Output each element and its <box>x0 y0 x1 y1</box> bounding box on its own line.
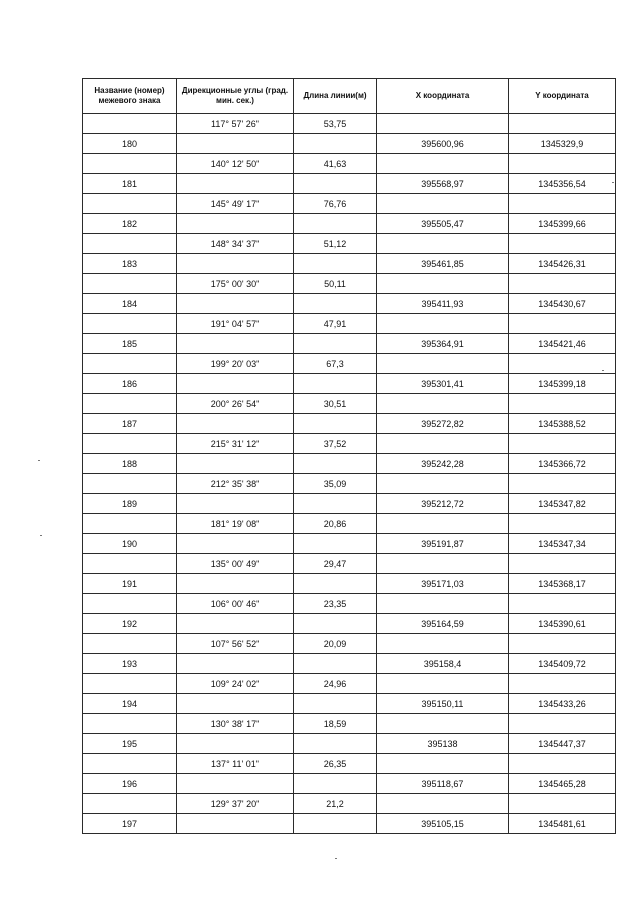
point-row <box>83 774 616 794</box>
direction-angle-cell-empty <box>177 814 294 834</box>
line-length-cell: 51,12 <box>294 234 377 254</box>
direction-angle-cell-empty <box>177 614 294 634</box>
direction-angle-cell: 106° 00' 46" <box>177 594 294 614</box>
direction-angle-cell-empty <box>177 574 294 594</box>
point-name-cell-empty <box>83 794 177 814</box>
line-length-cell-empty <box>294 534 377 554</box>
x-coordinate-cell: 395505,47 <box>377 214 509 234</box>
line-length-cell: 53,75 <box>294 114 377 134</box>
x-coordinate-cell-empty <box>377 234 509 254</box>
point-row <box>83 614 616 634</box>
x-coordinate-cell-empty <box>377 314 509 334</box>
x-coordinate-cell-empty <box>377 274 509 294</box>
point-row <box>83 534 616 554</box>
x-coordinate-cell: 395301,41 <box>377 374 509 394</box>
point-name-cell: 182 <box>83 214 177 234</box>
line-length-cell: 20,09 <box>294 634 377 654</box>
direction-angle-cell: 137° 11' 01" <box>177 754 294 774</box>
y-coordinate-cell-empty <box>509 274 616 294</box>
header-point-name: Название (номер) межевого знака <box>83 79 177 114</box>
direction-angle-cell: 212° 35' 38" <box>177 474 294 494</box>
direction-angle-cell: 135° 00' 49" <box>177 554 294 574</box>
y-coordinate-cell-empty <box>509 394 616 414</box>
y-coordinate-cell-empty <box>509 554 616 574</box>
direction-angle-cell: 130° 38' 17" <box>177 714 294 734</box>
segment-row <box>83 314 616 334</box>
y-coordinate-cell-empty <box>509 154 616 174</box>
line-length-cell-empty <box>294 214 377 234</box>
point-row <box>83 294 616 314</box>
direction-angle-cell: 215° 31' 12" <box>177 434 294 454</box>
x-coordinate-cell-empty <box>377 794 509 814</box>
y-coordinate-cell: 1345426,31 <box>509 254 616 274</box>
line-length-cell-empty <box>294 134 377 154</box>
line-length-cell-empty <box>294 414 377 434</box>
y-coordinate-cell: 1345366,72 <box>509 454 616 474</box>
direction-angle-cell-empty <box>177 774 294 794</box>
direction-angle-cell-empty <box>177 694 294 714</box>
line-length-cell-empty <box>294 814 377 834</box>
line-length-cell: 26,35 <box>294 754 377 774</box>
direction-angle-cell: 199° 20' 03" <box>177 354 294 374</box>
point-row <box>83 494 616 514</box>
x-coordinate-cell: 395600,96 <box>377 134 509 154</box>
y-coordinate-cell-empty <box>509 714 616 734</box>
direction-angle-cell-empty <box>177 294 294 314</box>
point-name-cell: 192 <box>83 614 177 634</box>
table-header <box>83 79 616 114</box>
line-length-cell: 20,86 <box>294 514 377 534</box>
line-length-cell-empty <box>294 334 377 354</box>
y-coordinate-cell: 1345409,72 <box>509 654 616 674</box>
line-length-cell: 41,63 <box>294 154 377 174</box>
line-length-cell: 50,11 <box>294 274 377 294</box>
y-coordinate-cell: 1345347,34 <box>509 534 616 554</box>
table-body <box>83 114 616 834</box>
point-row <box>83 814 616 834</box>
header-row <box>83 79 616 114</box>
point-name-cell: 183 <box>83 254 177 274</box>
point-row <box>83 414 616 434</box>
segment-row <box>83 554 616 574</box>
header-line-length: Длина линии(м) <box>294 79 377 114</box>
x-coordinate-cell-empty <box>377 754 509 774</box>
line-length-cell: 18,59 <box>294 714 377 734</box>
point-name-cell: 181 <box>83 174 177 194</box>
point-name-cell-empty <box>83 114 177 134</box>
line-length-cell: 30,51 <box>294 394 377 414</box>
x-coordinate-cell: 395364,91 <box>377 334 509 354</box>
x-coordinate-cell: 395158,4 <box>377 654 509 674</box>
line-length-cell: 21,2 <box>294 794 377 814</box>
point-name-cell-empty <box>83 434 177 454</box>
y-coordinate-cell-empty <box>509 594 616 614</box>
x-coordinate-cell: 395242,28 <box>377 454 509 474</box>
y-coordinate-cell-empty <box>509 434 616 454</box>
x-coordinate-cell: 395171,03 <box>377 574 509 594</box>
segment-row <box>83 194 616 214</box>
point-name-cell: 187 <box>83 414 177 434</box>
direction-angle-cell: 107° 56' 52" <box>177 634 294 654</box>
y-coordinate-cell: 1345430,67 <box>509 294 616 314</box>
x-coordinate-cell: 395138 <box>377 734 509 754</box>
point-name-cell-empty <box>83 594 177 614</box>
line-length-cell: 67,3 <box>294 354 377 374</box>
direction-angle-cell: 191° 04' 57" <box>177 314 294 334</box>
line-length-cell-empty <box>294 574 377 594</box>
y-coordinate-cell-empty <box>509 114 616 134</box>
x-coordinate-cell: 395411,93 <box>377 294 509 314</box>
direction-angle-cell-empty <box>177 374 294 394</box>
segment-row <box>83 274 616 294</box>
line-length-cell: 37,52 <box>294 434 377 454</box>
line-length-cell: 47,91 <box>294 314 377 334</box>
direction-angle-cell-empty <box>177 654 294 674</box>
boundary-points-table <box>82 78 616 834</box>
point-name-cell: 197 <box>83 814 177 834</box>
segment-row <box>83 634 616 654</box>
header-x-coordinate: X координата <box>377 79 509 114</box>
x-coordinate-cell-empty <box>377 514 509 534</box>
segment-row <box>83 154 616 174</box>
scan-speck <box>38 460 40 461</box>
point-row <box>83 214 616 234</box>
direction-angle-cell: 129° 37' 20" <box>177 794 294 814</box>
point-row <box>83 654 616 674</box>
point-name-cell: 185 <box>83 334 177 354</box>
point-name-cell-empty <box>83 314 177 334</box>
direction-angle-cell: 175° 00' 30" <box>177 274 294 294</box>
direction-angle-cell-empty <box>177 214 294 234</box>
point-row <box>83 734 616 754</box>
y-coordinate-cell: 1345433,26 <box>509 694 616 714</box>
segment-row <box>83 394 616 414</box>
point-row <box>83 134 616 154</box>
point-row <box>83 454 616 474</box>
direction-angle-cell-empty <box>177 254 294 274</box>
point-name-cell-empty <box>83 634 177 654</box>
x-coordinate-cell: 395272,82 <box>377 414 509 434</box>
y-coordinate-cell: 1345356,54 <box>509 174 616 194</box>
x-coordinate-cell-empty <box>377 714 509 734</box>
segment-row <box>83 474 616 494</box>
x-coordinate-cell: 395118,67 <box>377 774 509 794</box>
x-coordinate-cell-empty <box>377 434 509 454</box>
y-coordinate-cell-empty <box>509 514 616 534</box>
direction-angle-cell-empty <box>177 454 294 474</box>
direction-angle-cell-empty <box>177 414 294 434</box>
line-length-cell-empty <box>294 174 377 194</box>
y-coordinate-cell: 1345388,52 <box>509 414 616 434</box>
y-coordinate-cell-empty <box>509 314 616 334</box>
y-coordinate-cell-empty <box>509 234 616 254</box>
point-name-cell: 186 <box>83 374 177 394</box>
point-name-cell-empty <box>83 354 177 374</box>
point-name-cell: 189 <box>83 494 177 514</box>
segment-row <box>83 794 616 814</box>
segment-row <box>83 354 616 374</box>
x-coordinate-cell-empty <box>377 394 509 414</box>
point-name-cell-empty <box>83 154 177 174</box>
point-name-cell-empty <box>83 474 177 494</box>
point-row <box>83 254 616 274</box>
x-coordinate-cell: 395212,72 <box>377 494 509 514</box>
y-coordinate-cell-empty <box>509 474 616 494</box>
line-length-cell-empty <box>294 294 377 314</box>
direction-angle-cell-empty <box>177 134 294 154</box>
line-length-cell-empty <box>294 494 377 514</box>
direction-angle-cell: 200° 26' 54" <box>177 394 294 414</box>
x-coordinate-cell-empty <box>377 154 509 174</box>
x-coordinate-cell: 395461,85 <box>377 254 509 274</box>
direction-angle-cell: 117° 57' 26" <box>177 114 294 134</box>
direction-angle-cell-empty <box>177 174 294 194</box>
point-name-cell-empty <box>83 674 177 694</box>
line-length-cell: 24,96 <box>294 674 377 694</box>
y-coordinate-cell: 1345347,82 <box>509 494 616 514</box>
line-length-cell-empty <box>294 654 377 674</box>
y-coordinate-cell-empty <box>509 354 616 374</box>
direction-angle-cell-empty <box>177 334 294 354</box>
y-coordinate-cell: 1345399,66 <box>509 214 616 234</box>
point-name-cell: 180 <box>83 134 177 154</box>
segment-row <box>83 674 616 694</box>
y-coordinate-cell-empty <box>509 194 616 214</box>
point-name-cell-empty <box>83 514 177 534</box>
direction-angle-cell-empty <box>177 494 294 514</box>
x-coordinate-cell-empty <box>377 634 509 654</box>
header-y-coordinate: Y координата <box>509 79 616 114</box>
y-coordinate-cell: 1345390,61 <box>509 614 616 634</box>
x-coordinate-cell: 395150,11 <box>377 694 509 714</box>
point-name-cell-empty <box>83 194 177 214</box>
line-length-cell: 23,35 <box>294 594 377 614</box>
point-name-cell: 193 <box>83 654 177 674</box>
x-coordinate-cell-empty <box>377 194 509 214</box>
line-length-cell-empty <box>294 694 377 714</box>
y-coordinate-cell-empty <box>509 634 616 654</box>
direction-angle-cell: 145° 49' 17" <box>177 194 294 214</box>
x-coordinate-cell-empty <box>377 674 509 694</box>
line-length-cell: 35,09 <box>294 474 377 494</box>
line-length-cell-empty <box>294 254 377 274</box>
point-row <box>83 174 616 194</box>
direction-angle-cell: 140° 12' 50" <box>177 154 294 174</box>
line-length-cell: 76,76 <box>294 194 377 214</box>
direction-angle-cell: 109° 24' 02" <box>177 674 294 694</box>
y-coordinate-cell: 1345421,46 <box>509 334 616 354</box>
line-length-cell-empty <box>294 454 377 474</box>
y-coordinate-cell: 1345329,9 <box>509 134 616 154</box>
y-coordinate-cell: 1345447,37 <box>509 734 616 754</box>
scan-speck <box>335 858 337 859</box>
point-name-cell-empty <box>83 714 177 734</box>
point-row <box>83 334 616 354</box>
x-coordinate-cell-empty <box>377 554 509 574</box>
point-name-cell: 194 <box>83 694 177 714</box>
y-coordinate-cell: 1345465,28 <box>509 774 616 794</box>
line-length-cell-empty <box>294 774 377 794</box>
point-name-cell-empty <box>83 394 177 414</box>
point-row <box>83 694 616 714</box>
segment-row <box>83 434 616 454</box>
header-direction-angle: Дирекционные углы (град. мин. сек.) <box>177 79 294 114</box>
point-row <box>83 574 616 594</box>
point-name-cell-empty <box>83 554 177 574</box>
direction-angle-cell: 181° 19' 08" <box>177 514 294 534</box>
x-coordinate-cell-empty <box>377 594 509 614</box>
line-length-cell-empty <box>294 734 377 754</box>
point-name-cell: 191 <box>83 574 177 594</box>
point-name-cell: 196 <box>83 774 177 794</box>
point-name-cell: 188 <box>83 454 177 474</box>
point-name-cell: 184 <box>83 294 177 314</box>
y-coordinate-cell-empty <box>509 674 616 694</box>
x-coordinate-cell-empty <box>377 114 509 134</box>
segment-row <box>83 234 616 254</box>
scan-speck <box>602 370 604 371</box>
direction-angle-cell-empty <box>177 734 294 754</box>
scan-speck <box>40 535 42 536</box>
direction-angle-cell-empty <box>177 534 294 554</box>
x-coordinate-cell-empty <box>377 474 509 494</box>
direction-angle-cell: 148° 34' 37" <box>177 234 294 254</box>
point-row <box>83 374 616 394</box>
y-coordinate-cell: 1345399,18 <box>509 374 616 394</box>
point-name-cell-empty <box>83 234 177 254</box>
x-coordinate-cell: 395568,97 <box>377 174 509 194</box>
point-name-cell: 195 <box>83 734 177 754</box>
segment-row <box>83 714 616 734</box>
segment-row <box>83 514 616 534</box>
line-length-cell: 29,47 <box>294 554 377 574</box>
point-name-cell-empty <box>83 274 177 294</box>
line-length-cell-empty <box>294 614 377 634</box>
line-length-cell-empty <box>294 374 377 394</box>
point-name-cell-empty <box>83 754 177 774</box>
x-coordinate-cell-empty <box>377 354 509 374</box>
point-name-cell: 190 <box>83 534 177 554</box>
x-coordinate-cell: 395191,87 <box>377 534 509 554</box>
x-coordinate-cell: 395105,15 <box>377 814 509 834</box>
y-coordinate-cell-empty <box>509 794 616 814</box>
segment-row <box>83 594 616 614</box>
y-coordinate-cell: 1345481,61 <box>509 814 616 834</box>
y-coordinate-cell: 1345368,17 <box>509 574 616 594</box>
x-coordinate-cell: 395164,59 <box>377 614 509 634</box>
segment-row <box>83 114 616 134</box>
y-coordinate-cell-empty <box>509 754 616 774</box>
segment-row <box>83 754 616 774</box>
scan-speck <box>612 182 614 183</box>
